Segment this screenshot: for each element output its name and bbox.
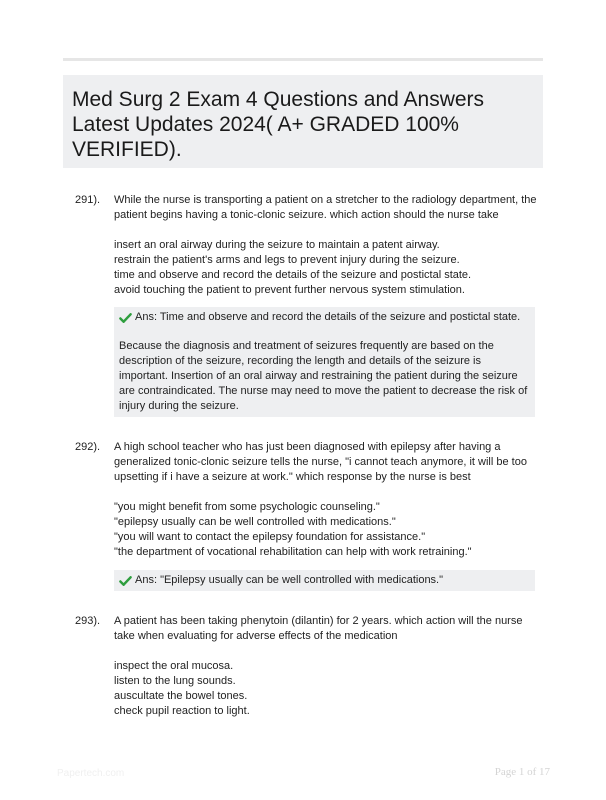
rationale-text: Because the diagnosis and treatment of seizures frequently are based on the description of the seizure, recording the length and details of the seizure is important. Insertion of an oral airway and restraining the patient during the seizure are contraindicated. The nurse may need to move the patient to decrease the risk of injury during the seizure. bbox=[119, 340, 528, 412]
top-divider bbox=[63, 58, 543, 61]
option-item: insert an oral airway during the seizure to maintain a patent airway. bbox=[114, 239, 440, 251]
checkmark-icon bbox=[119, 312, 132, 324]
option-item: listen to the lung sounds. bbox=[114, 675, 236, 687]
title-panel bbox=[63, 75, 543, 168]
question-text: A patient has been taking phenytoin (dilantin) for 2 years. which action will the nurse take when evaluating for adverse effects of the medication bbox=[114, 615, 523, 642]
answer-panel bbox=[114, 307, 535, 417]
option-item: "you will want to contact the epilepsy foundation for assistance." bbox=[114, 531, 426, 543]
option-item: "the department of vocational rehabilitation can help with work retraining." bbox=[114, 546, 472, 558]
option-item: auscultate the bowel tones. bbox=[114, 690, 248, 702]
option-item: avoid touching the patient to prevent further nervous system stimulation. bbox=[114, 284, 465, 296]
checkmark-icon bbox=[119, 575, 132, 587]
question-number: 292). bbox=[75, 441, 101, 453]
question-number: 293). bbox=[75, 615, 101, 627]
option-item: "epilepsy usually can be well controlled with medications." bbox=[114, 516, 396, 528]
option-list bbox=[114, 238, 539, 298]
option-item: restrain the patient's arms and legs to prevent injury during the seizure. bbox=[114, 254, 460, 266]
answer-panel bbox=[114, 570, 535, 591]
question-text: While the nurse is transporting a patient on a stretcher to the radiology department, the patient begins having a tonic-clonic seizure. which action should the nurse take bbox=[114, 194, 537, 221]
question-number: 291). bbox=[75, 194, 101, 206]
question-text: A high school teacher who has just been diagnosed with epilepsy after having a generalized tonic-clonic seizure tells the nurse, "i cannot teach anymore, it will be too upsetting if i have a seizure at work." which response by the nurse is best bbox=[114, 441, 527, 483]
option-item: time and observe and record the details of the seizure and postictal state. bbox=[114, 269, 472, 281]
answer-text: Ans: "Epilepsy usually can be well controlled with medications." bbox=[135, 574, 444, 586]
option-item: "you might benefit from some psychologic counseling." bbox=[114, 501, 380, 513]
page-indicator: Page 1 of 17 bbox=[494, 766, 550, 778]
document-title: Med Surg 2 Exam 4 Questions and Answers Latest Updates 2024( A+ GRADED 100% VERIFIED). bbox=[72, 88, 485, 161]
answer-text: Ans: Time and observe and record the details of the seizure and postictal state. bbox=[135, 311, 521, 323]
option-list bbox=[114, 659, 539, 719]
footer-watermark: Papertech.com bbox=[57, 768, 125, 779]
option-item: check pupil reaction to light. bbox=[114, 705, 250, 717]
option-list bbox=[114, 500, 539, 560]
option-item: inspect the oral mucosa. bbox=[114, 660, 234, 672]
